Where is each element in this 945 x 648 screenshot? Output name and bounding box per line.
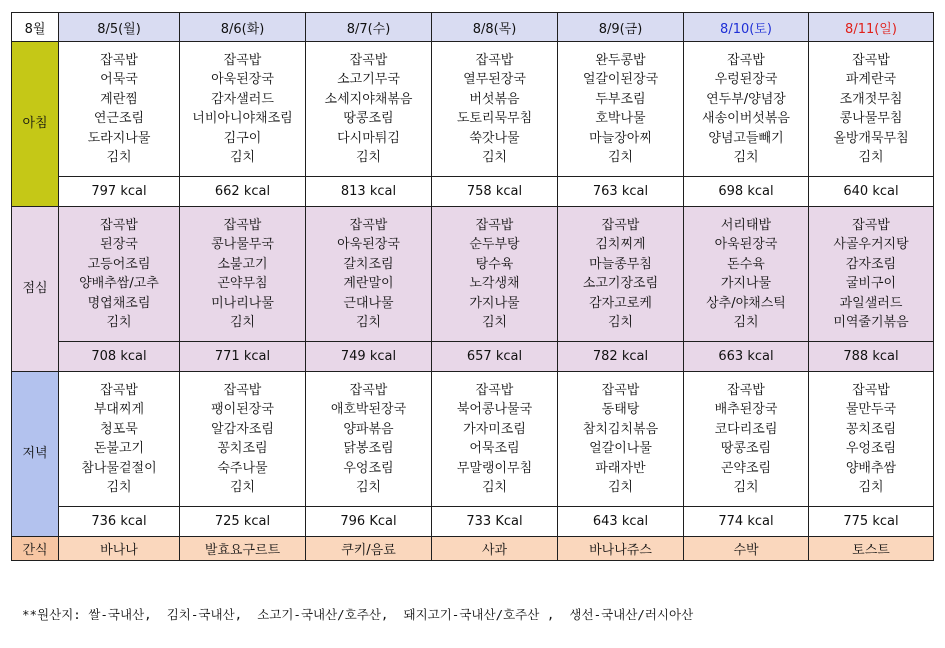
menu-item: 잡곡밥 — [100, 52, 138, 68]
menu-item: 잡곡밥 — [223, 217, 262, 233]
kcal-value: 788 kcal — [809, 342, 934, 372]
menu-item: 소불고기 — [217, 256, 268, 272]
menu-cell — [809, 372, 934, 507]
menu-item: 김치 — [229, 315, 256, 330]
menu-item: 김구이 — [223, 130, 262, 146]
snack-item: 발효요구르트 — [180, 537, 306, 561]
kcal-value: 775 kcal — [809, 507, 934, 537]
day-header-1: 8/5(월) — [59, 13, 180, 42]
menu-cell — [558, 372, 684, 507]
menu-item: 마늘종무침 — [589, 256, 652, 272]
menu-item: 감자고로케 — [589, 295, 652, 311]
menu-item: 갈치조림 — [343, 256, 394, 272]
menu-item: 조개젓무침 — [839, 91, 903, 107]
menu-item: 감자샐러드 — [211, 91, 274, 107]
menu-item: 미나리나물 — [211, 295, 274, 311]
menu-item: 김치 — [355, 315, 382, 330]
kcal-value: 662 kcal — [180, 177, 306, 207]
menu-item: 연근조림 — [93, 111, 145, 126]
menu-item: 잡곡밥 — [475, 382, 514, 398]
menu-cell — [809, 207, 934, 342]
menu-item: 명엽채조림 — [87, 295, 151, 311]
snack-row — [12, 537, 934, 561]
menu-item: 버섯볶음 — [469, 91, 520, 107]
menu-item: 잡곡밥 — [100, 217, 138, 233]
meal-row-1 — [12, 207, 934, 342]
menu-item: 우엉조림 — [845, 441, 897, 456]
day-header-4: 8/8(목) — [432, 13, 558, 42]
menu-cell — [306, 372, 432, 507]
menu-cell — [684, 372, 809, 507]
menu-cell — [684, 207, 809, 342]
menu-item: 물만두국 — [845, 402, 897, 417]
menu-item: 김치 — [858, 150, 884, 165]
menu-item: 무말랭이무침 — [456, 460, 533, 476]
kcal-value: 725 kcal — [180, 507, 306, 537]
menu-cell — [306, 207, 432, 342]
menu-item: 가지나물 — [720, 276, 772, 291]
menu-item: 소세지야채볶음 — [324, 91, 413, 107]
menu-cell — [180, 372, 306, 507]
menu-item: 김치 — [607, 315, 634, 330]
menu-cell — [180, 42, 306, 177]
menu-item: 김치 — [106, 480, 132, 495]
kcal-value: 643 kcal — [558, 507, 684, 537]
kcal-row-0 — [12, 177, 934, 207]
menu-item: 꽁치조림 — [845, 421, 897, 437]
menu-item: 알감자조림 — [211, 421, 274, 437]
menu-item: 된장국 — [100, 237, 138, 252]
menu-item: 계란말이 — [343, 276, 394, 291]
kcal-value: 771 kcal — [180, 342, 306, 372]
menu-cell — [809, 42, 934, 177]
kcal-value: 640 kcal — [809, 177, 934, 207]
menu-item: 상추/야채스틱 — [706, 295, 786, 311]
menu-item: 도라지나물 — [87, 130, 151, 146]
menu-item: 곤약무침 — [217, 276, 268, 291]
menu-item: 땅콩조림 — [343, 111, 394, 126]
menu-item: 꽁치조림 — [217, 441, 268, 456]
kcal-value: 797 kcal — [59, 177, 180, 207]
menu-item: 팽이된장국 — [211, 402, 274, 417]
kcal-value: 698 kcal — [684, 177, 809, 207]
kcal-value: 736 kcal — [59, 507, 180, 537]
menu-item: 파계란국 — [845, 72, 897, 87]
snack-item: 바나나쥬스 — [558, 537, 684, 561]
menu-item: 김치 — [607, 480, 634, 495]
menu-item: 아욱된장국 — [211, 72, 274, 87]
menu-item: 탕수육 — [475, 256, 514, 272]
menu-item: 아욱된장국 — [337, 237, 400, 252]
meal-label: 점심 — [12, 207, 59, 372]
menu-item: 연두부/양념장 — [706, 91, 786, 107]
menu-item: 잡곡밥 — [223, 382, 262, 398]
kcal-value: 796 Kcal — [306, 507, 432, 537]
day-header-6: 8/10(토) — [684, 13, 809, 42]
snack-label: 간식 — [12, 537, 59, 561]
menu-cell — [684, 42, 809, 177]
header-row — [12, 13, 934, 42]
kcal-value: 733 Kcal — [432, 507, 558, 537]
menu-item: 땅콩조림 — [720, 441, 772, 456]
menu-item: 김치 — [355, 480, 382, 495]
menu-cell — [180, 207, 306, 342]
menu-cell — [306, 42, 432, 177]
menu-item: 코다리조림 — [714, 421, 778, 437]
menu-item: 김치 — [229, 480, 256, 495]
menu-item: 소고기무국 — [337, 72, 400, 87]
day-header-3: 8/7(수) — [306, 13, 432, 42]
menu-item: 곤약조림 — [720, 460, 772, 476]
menu-item: 김치 — [481, 150, 508, 165]
kcal-value: 708 kcal — [59, 342, 180, 372]
menu-item: 호박나물 — [595, 111, 646, 126]
menu-item: 미역줄기볶음 — [833, 315, 909, 330]
menu-item: 가자미조림 — [463, 421, 526, 437]
menu-item: 굴비구이 — [845, 276, 897, 291]
menu-item: 서리태밥 — [720, 217, 772, 233]
menu-item: 김치찌게 — [595, 237, 646, 252]
menu-item: 양파볶음 — [343, 421, 394, 437]
menu-item: 잡곡밥 — [727, 382, 765, 398]
kcal-row-1 — [12, 342, 934, 372]
menu-item: 잡곡밥 — [601, 382, 640, 398]
menu-item: 새송이버섯볶음 — [702, 111, 790, 126]
menu-item: 잡곡밥 — [349, 52, 388, 68]
menu-item: 김치 — [229, 150, 256, 165]
menu-item: 잡곡밥 — [852, 217, 890, 233]
menu-cell — [432, 372, 558, 507]
menu-item: 콩나물무침 — [839, 111, 903, 126]
snack-item: 사과 — [432, 537, 558, 561]
menu-item: 숙주나물 — [217, 460, 268, 476]
menu-item: 잡곡밥 — [601, 217, 640, 233]
menu-item: 콩나물무국 — [211, 237, 274, 252]
menu-item: 부대찌게 — [93, 402, 145, 417]
menu-item: 돈불고기 — [93, 441, 145, 456]
menu-item: 고등어조림 — [87, 256, 151, 272]
meal-label: 아침 — [12, 42, 59, 207]
menu-item: 올방개묵무침 — [833, 130, 909, 146]
menu-item: 아욱된장국 — [714, 237, 778, 252]
menu-item: 과일샐러드 — [839, 295, 903, 311]
menu-cell — [432, 42, 558, 177]
menu-item: 김치 — [481, 315, 508, 330]
day-header-7: 8/11(일) — [809, 13, 934, 42]
menu-item: 양배추쌈 — [845, 460, 897, 476]
menu-item: 김치 — [607, 150, 634, 165]
kcal-row-2 — [12, 507, 934, 537]
menu-item: 다시마튀김 — [337, 130, 400, 146]
menu-item: 잡곡밥 — [349, 382, 388, 398]
menu-item: 닭봉조림 — [343, 441, 394, 456]
menu-item: 잡곡밥 — [223, 52, 262, 68]
menu-cell — [59, 372, 180, 507]
menu-item: 어묵조림 — [469, 441, 520, 456]
menu-item: 잡곡밥 — [475, 217, 514, 233]
menu-cell — [558, 207, 684, 342]
menu-item: 소고기장조림 — [582, 276, 659, 291]
menu-item: 김치 — [355, 150, 382, 165]
menu-cell — [558, 42, 684, 177]
menu-item: 얼갈이나물 — [589, 441, 652, 456]
menu-item: 파래자반 — [595, 460, 646, 476]
kcal-value: 774 kcal — [684, 507, 809, 537]
menu-item: 김치 — [106, 150, 132, 165]
menu-item: 완두콩밥 — [595, 52, 646, 68]
meal-row-2 — [12, 372, 934, 507]
menu-item: 돈수육 — [727, 256, 765, 272]
snack-item: 바나나 — [59, 537, 180, 561]
kcal-value: 663 kcal — [684, 342, 809, 372]
snack-item: 쿠키/음료 — [306, 537, 432, 561]
menu-item: 쑥갓나물 — [469, 130, 520, 146]
menu-item: 청포묵 — [100, 421, 138, 437]
menu-item: 김치 — [733, 150, 759, 165]
menu-item: 참나물겉절이 — [81, 460, 157, 476]
menu-item: 도토리묵무침 — [456, 111, 533, 126]
menu-item: 마늘장아찌 — [589, 130, 652, 146]
menu-item: 양념고들빼기 — [708, 130, 784, 146]
day-header-5: 8/9(금) — [558, 13, 684, 42]
menu-cell — [59, 42, 180, 177]
menu-item: 노각생채 — [469, 276, 520, 291]
menu-item: 사골우거지탕 — [833, 237, 909, 252]
kcal-value: 782 kcal — [558, 342, 684, 372]
kcal-value: 763 kcal — [558, 177, 684, 207]
menu-item: 김치 — [106, 315, 132, 330]
menu-item: 우엉조림 — [343, 460, 394, 476]
menu-item: 열무된장국 — [463, 72, 526, 87]
meal-label: 저녁 — [12, 372, 59, 537]
menu-item: 김치 — [858, 480, 884, 495]
menu-item: 우렁된장국 — [714, 72, 778, 87]
menu-item: 근대나물 — [343, 295, 394, 311]
kcal-value: 813 kcal — [306, 177, 432, 207]
menu-item: 배추된장국 — [714, 402, 778, 417]
kcal-value: 749 kcal — [306, 342, 432, 372]
menu-item: 잡곡밥 — [349, 217, 388, 233]
month-label: 8월 — [12, 13, 59, 42]
menu-item: 김치 — [733, 315, 759, 330]
menu-item: 동태탕 — [601, 402, 640, 417]
menu-item: 잡곡밥 — [852, 52, 890, 68]
menu-item: 잡곡밥 — [727, 52, 765, 68]
menu-item: 양배추쌈/고추 — [79, 276, 159, 291]
day-header-2: 8/6(화) — [180, 13, 306, 42]
menu-item: 너비아니야채조림 — [192, 111, 293, 126]
menu-cell — [432, 207, 558, 342]
menu-item: 계란찜 — [100, 91, 138, 107]
kcal-value: 657 kcal — [432, 342, 558, 372]
menu-item: 잡곡밥 — [852, 382, 890, 398]
snack-item: 토스트 — [809, 537, 934, 561]
snack-item: 수박 — [684, 537, 809, 561]
menu-item: 얼갈이된장국 — [582, 72, 659, 87]
menu-item: 참치김치볶음 — [582, 421, 659, 437]
menu-item: 잡곡밥 — [475, 52, 514, 68]
menu-item: 가지나물 — [469, 295, 520, 311]
menu-item: 감자조림 — [845, 256, 897, 272]
meal-plan-table — [11, 12, 934, 561]
menu-item: 어묵국 — [100, 72, 138, 87]
menu-item: 북어콩나물국 — [456, 402, 533, 417]
menu-item: 애호박된장국 — [330, 402, 407, 417]
origin-note: **원산지: 쌀-국내산, 김치-국내산, 소고기-국내산/호주산, 돼지고기-국내산/호주산 , 생선-국내산/러시아산 — [22, 607, 694, 622]
menu-item: 잡곡밥 — [100, 382, 138, 398]
menu-cell — [59, 207, 180, 342]
kcal-value: 758 kcal — [432, 177, 558, 207]
menu-item: 김치 — [481, 480, 508, 495]
menu-item: 순두부탕 — [469, 237, 520, 252]
menu-item: 김치 — [733, 480, 759, 495]
meal-row-0 — [12, 42, 934, 177]
menu-item: 두부조림 — [595, 91, 646, 107]
